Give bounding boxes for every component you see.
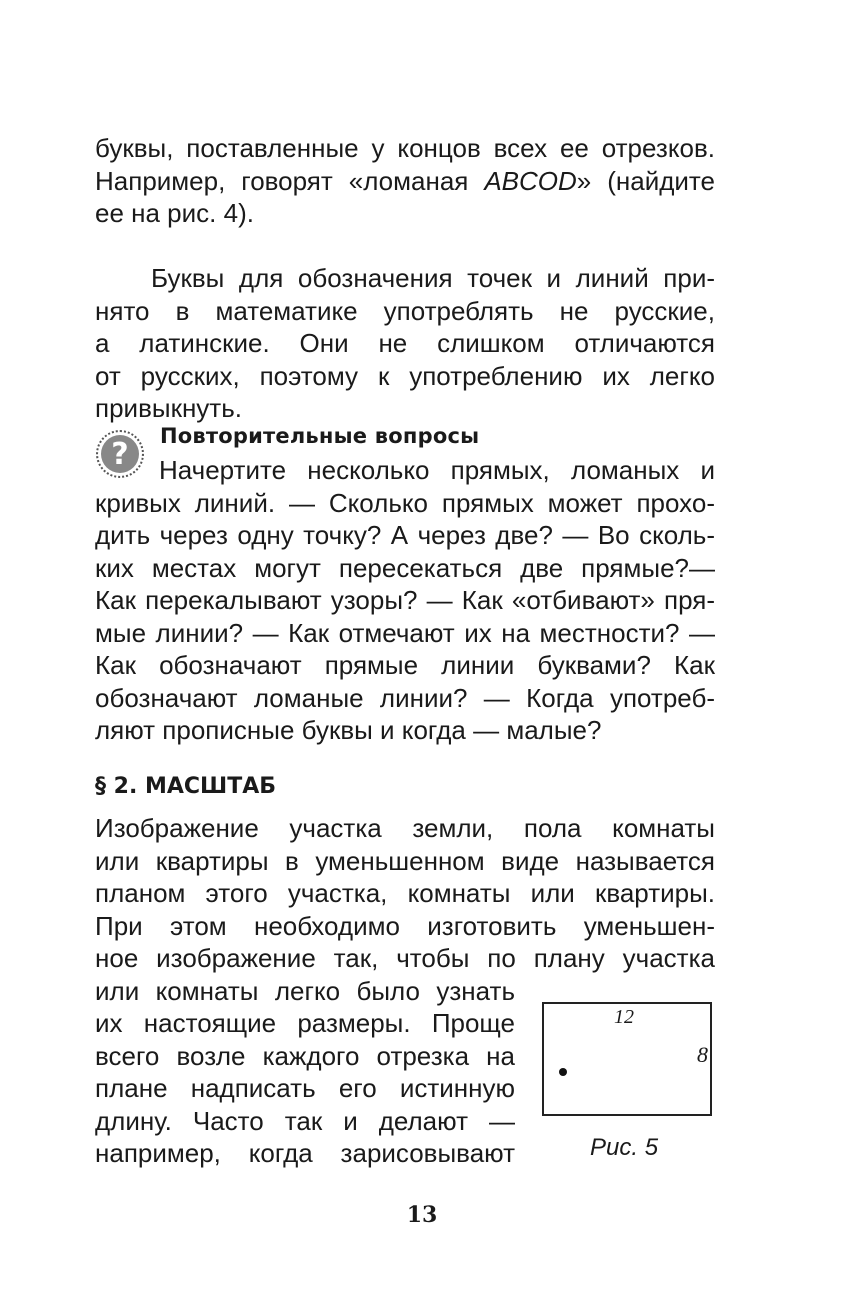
paragraph-1 [95, 132, 715, 230]
section-heading: § 2. МАСШТАБ [95, 774, 277, 799]
text-line: длину. Часто так и делают — [95, 1105, 515, 1136]
text-line: планом этого участка, комнаты или квартиры. [95, 878, 715, 908]
text-line: от русских, поэтому к употреблению их легко [95, 360, 715, 391]
paragraph-2 [95, 262, 715, 425]
text-fragment: » (найдите [576, 165, 715, 196]
text-line: кривых линий. — Сколько прямых может прохо- [95, 487, 715, 518]
text-line: ее на рис. 4). [95, 198, 254, 228]
text-line: Начертите несколько прямых, ломаных и [159, 455, 715, 485]
figure-side-label: 8 [697, 1042, 708, 1067]
text-line: ких местах могут пересекаться две прямые?— [95, 552, 715, 583]
text-line: нято в математике употреблять не русские, [95, 295, 715, 326]
text-line: Как обозначают прямые линии буквами? Как [95, 650, 715, 680]
figure-top-label: 12 [614, 1006, 634, 1028]
text-line: например, когда зарисовывают [95, 1138, 515, 1168]
text-line: дить через одну точку? А через две? — Во сколь- [95, 520, 715, 550]
text-line: Как перекалывают узоры? — Как «отбивают» пря- [95, 585, 715, 615]
text-line: всего возле каждого отрезка на [95, 1040, 515, 1071]
polyline-label: ABCOD [484, 165, 577, 196]
text-line: Изображение участка земли, пола комнаты [95, 813, 715, 843]
review-questions-text [95, 454, 715, 747]
text-line: обозначают ломаные линии? — Когда употреб- [95, 682, 715, 713]
figure-5-rectangle [542, 1002, 712, 1116]
text-line: плане надписать его истинную [95, 1073, 515, 1103]
text-line: привыкнуть. [95, 393, 242, 423]
review-questions-title: Повторительные вопросы [160, 424, 480, 448]
text-line: мые линии? — Как отмечают их на местности? — [95, 617, 715, 648]
figure-caption: Рис. 5 [590, 1134, 659, 1161]
text-line: Буквы для обозначения точек и линий при- [151, 263, 715, 293]
text-line: буквы, поставленные у концов всех ее отрезков. [95, 133, 715, 163]
text-fragment: Например, говорят «ломаная [95, 165, 485, 196]
figure-point [559, 1068, 567, 1076]
page-number: 13 [406, 1202, 438, 1228]
text-line: а латинские. Они не слишком отличаются [95, 328, 715, 358]
text-line: При этом необходимо изготовить уменьшен- [95, 910, 715, 941]
text-line [95, 165, 715, 198]
text-line: ное изображение так, чтобы по плану участка [95, 943, 715, 973]
text-line: ляют прописные буквы и когда — малые? [95, 715, 602, 745]
question-mark-icon: ? [96, 430, 144, 478]
text-line: или квартиры в уменьшенном виде называется [95, 845, 715, 876]
text-line: их настоящие размеры. Проще [95, 1008, 515, 1038]
text-line: или комнаты легко было узнать [95, 975, 515, 1006]
